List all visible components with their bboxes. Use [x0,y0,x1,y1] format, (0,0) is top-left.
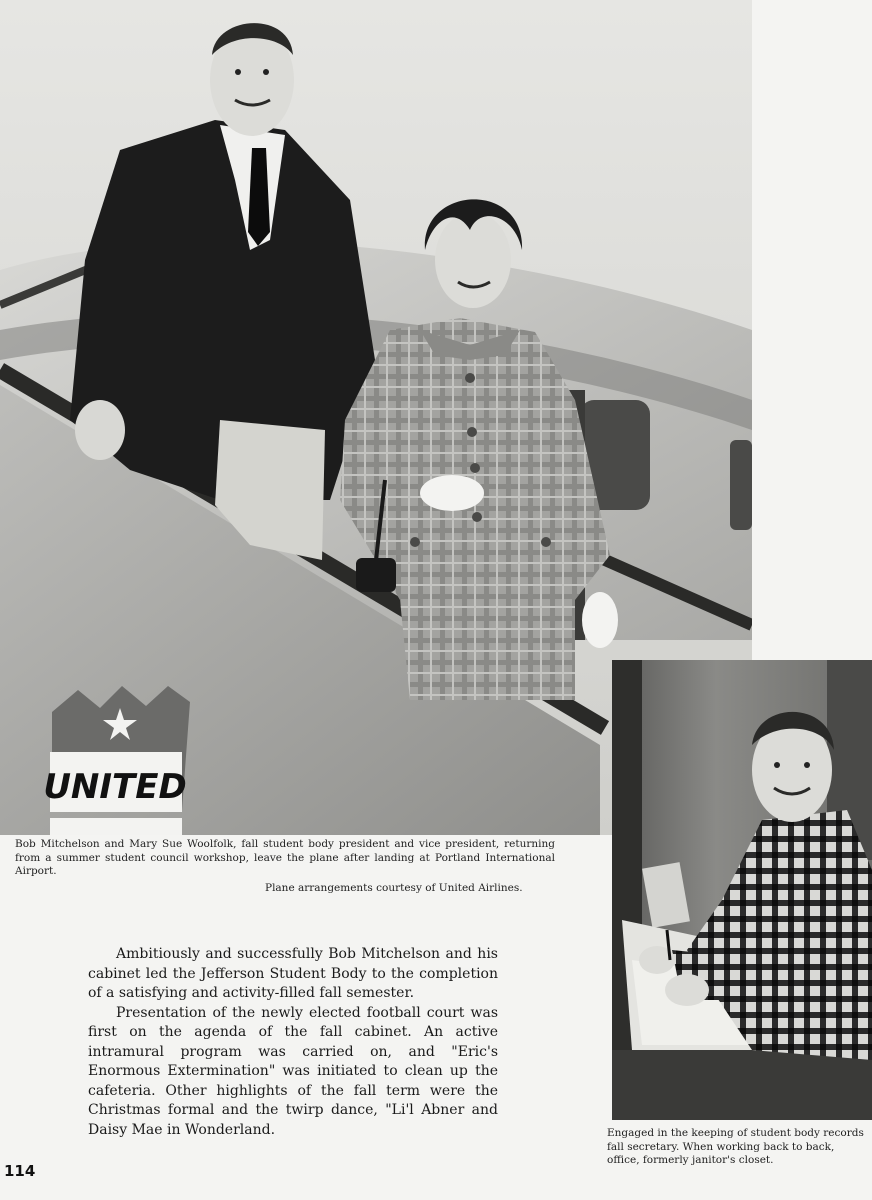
body-paragraph: Ambitiously and successfully Bob Mitchelson and his cabinet led the Jefferson Student Body to the completion of a satisfying and activity-filled fall semester. [88,946,498,1001]
united-logo-text: UNITED [43,767,187,807]
page-number: 114 [4,1162,36,1180]
article-body [88,945,498,1140]
body-paragraph: Presentation of the newly elected football court was first on the agenda of the fall cabinet. An active intramural program was carried on, and "Eric's Enormous Extermination" was initiated to clean up the cafeteria. Other highlights of the fall term were the Christmas formal and the twirp dance, "Li'l Abner and Daisy Mae in Wonderland. [88,1004,498,1138]
photo-credit: Plane arrangements courtesy of United Airlines. [265,882,523,894]
main-photo-caption: Bob Mitchelson and Mary Sue Woolfolk, fall student body president and vice president, returning from a summer student council workshop, leave the plane after landing at Portland International Airport. [15,838,555,877]
secretary-photo [612,660,872,1120]
secretary-photo-caption: Engaged in the keeping of student body records fall secretary. When working back to back, office, formerly janitor's closet. [607,1127,864,1166]
